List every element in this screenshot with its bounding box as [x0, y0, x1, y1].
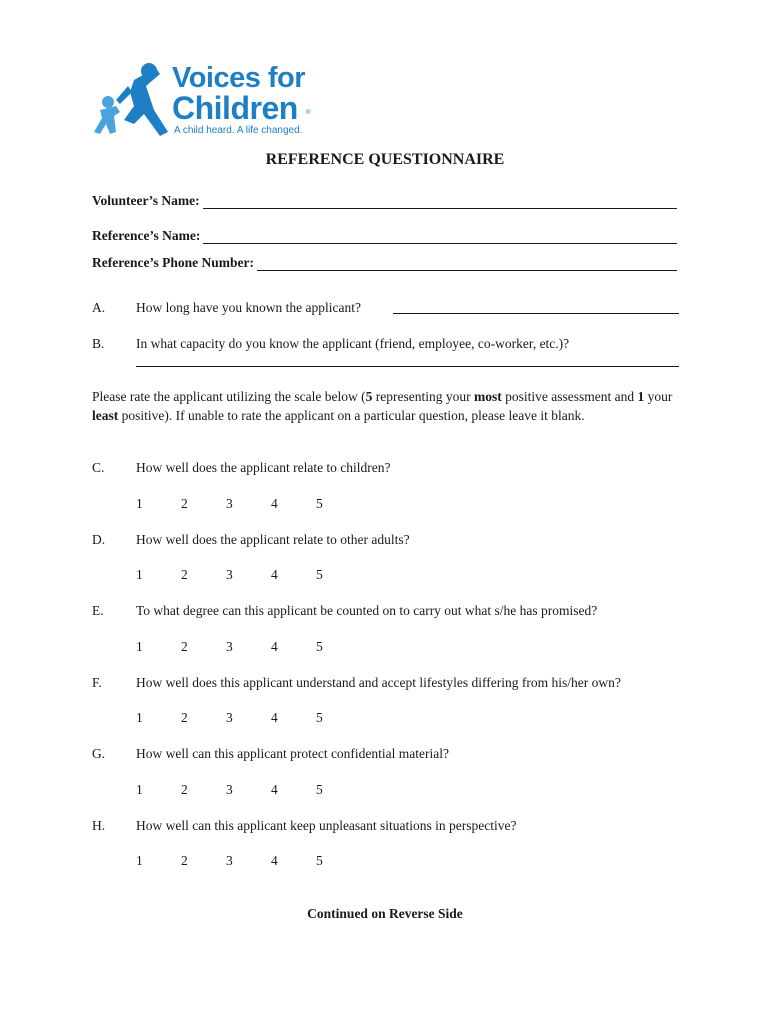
- reference-name-field: [92, 228, 677, 244]
- rating-option[interactable]: 3: [226, 639, 233, 654]
- instructions-text: your: [644, 389, 673, 404]
- volunteer-name-label: Volunteer’s Name:: [92, 193, 200, 208]
- question-letter: H.: [92, 818, 106, 833]
- rating-option[interactable]: 5: [316, 639, 323, 654]
- rating-option[interactable]: 2: [181, 782, 188, 797]
- logo-tagline: A child heard. A life changed.: [174, 125, 303, 136]
- question-letter: D.: [92, 532, 106, 547]
- question-letter: F.: [92, 675, 102, 690]
- instructions-text: Please rate the applicant utilizing the scale below (: [92, 389, 366, 404]
- rating-option[interactable]: 1: [136, 710, 143, 725]
- instructions-bold: most: [474, 389, 502, 404]
- instructions-bold: least: [92, 408, 119, 423]
- rating-option[interactable]: 4: [271, 567, 278, 582]
- logo-text-voices-for: Voices for: [172, 62, 306, 94]
- rating-option[interactable]: 4: [271, 496, 278, 511]
- rating-option[interactable]: 3: [226, 567, 233, 582]
- rating-option[interactable]: 2: [181, 567, 188, 582]
- rating-option[interactable]: 4: [271, 782, 278, 797]
- question-letter: G.: [92, 746, 106, 761]
- instructions-text: representing your: [372, 389, 474, 404]
- question-letter: A.: [92, 300, 106, 315]
- rating-option[interactable]: 5: [316, 496, 323, 511]
- rating-option[interactable]: 3: [226, 853, 233, 868]
- rating-option[interactable]: 3: [226, 782, 233, 797]
- question-text: How well does the applicant relate to children?: [136, 460, 391, 475]
- question-letter: B.: [92, 336, 105, 351]
- rating-option[interactable]: 5: [316, 782, 323, 797]
- rating-option[interactable]: 5: [316, 710, 323, 725]
- question-text: In what capacity do you know the applicant (friend, employee, co-worker, etc.)?: [136, 336, 570, 351]
- volunteer-name-line[interactable]: [203, 196, 677, 209]
- question-text: How well can this applicant protect confidential material?: [136, 746, 450, 761]
- answer-line[interactable]: [136, 366, 679, 367]
- reference-name-line[interactable]: [203, 231, 677, 244]
- voices-for-children-logo: [94, 62, 324, 142]
- instructions-text: positive). If unable to rate the applicant on a particular question, please leave it blank.: [118, 408, 585, 423]
- rating-option[interactable]: 2: [181, 639, 188, 654]
- question-letter: E.: [92, 603, 104, 618]
- rating-option[interactable]: 2: [181, 710, 188, 725]
- reference-phone-field: [92, 255, 677, 271]
- volunteer-name-field: [92, 193, 677, 209]
- rating-option[interactable]: 1: [136, 496, 143, 511]
- question-text: To what degree can this applicant be counted on to carry out what s/he has promised?: [136, 603, 598, 618]
- continued-note: Continued on Reverse Side: [307, 906, 463, 921]
- rating-option[interactable]: 5: [316, 853, 323, 868]
- question-letter: C.: [92, 460, 105, 475]
- question-text: How well can this applicant keep unpleasant situations in perspective?: [136, 818, 517, 833]
- question-text: How well does the applicant relate to other adults?: [136, 532, 410, 547]
- registered-mark: ®: [306, 110, 311, 116]
- rating-instructions: [92, 387, 682, 425]
- question-text: How long have you known the applicant?: [136, 300, 361, 315]
- rating-option[interactable]: 3: [226, 496, 233, 511]
- rating-option[interactable]: 1: [136, 853, 143, 868]
- rating-option[interactable]: 5: [316, 567, 323, 582]
- running-figures-icon: [94, 62, 172, 140]
- rating-option[interactable]: 2: [181, 496, 188, 511]
- rating-option[interactable]: 1: [136, 782, 143, 797]
- reference-phone-label: Reference’s Phone Number:: [92, 255, 254, 270]
- instructions-bold: 1: [637, 389, 645, 404]
- rating-option[interactable]: 4: [271, 853, 278, 868]
- instructions-text: positive assessment and: [501, 389, 638, 404]
- page-title: REFERENCE QUESTIONNAIRE: [265, 151, 505, 168]
- instructions-bold: 5: [365, 389, 373, 404]
- rating-option[interactable]: 1: [136, 639, 143, 654]
- rating-option[interactable]: 3: [226, 710, 233, 725]
- rating-option[interactable]: 2: [181, 853, 188, 868]
- reference-phone-line[interactable]: [257, 258, 677, 271]
- rating-option[interactable]: 1: [136, 567, 143, 582]
- question-text: How well does this applicant understand and accept lifestyles differing from his/her own?: [136, 675, 621, 690]
- rating-option[interactable]: 4: [271, 639, 278, 654]
- answer-line[interactable]: [393, 313, 679, 314]
- reference-name-label: Reference’s Name:: [92, 228, 201, 243]
- rating-option[interactable]: 4: [271, 710, 278, 725]
- logo-text-children: Children: [172, 90, 298, 126]
